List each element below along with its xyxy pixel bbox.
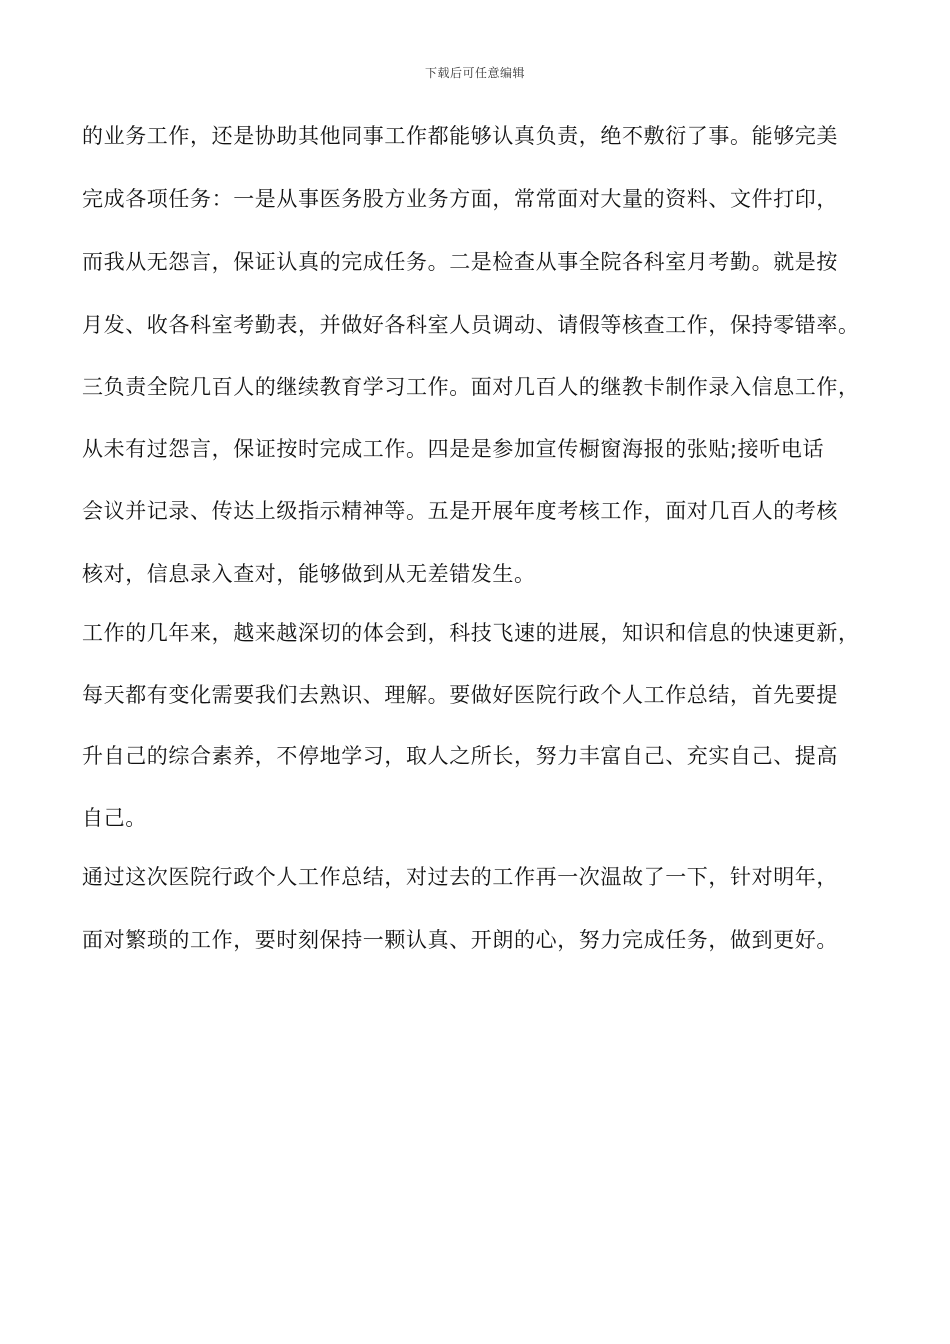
body-line-6: 从未有过怨言，保证按时完成工作。四是是参加宣传橱窗海报的张贴;接听电话 xyxy=(82,437,825,461)
body-line-9: 工作的几年来，越来越深切的体会到，科技飞速的进展，知识和信息的快速更新， xyxy=(82,621,860,645)
body-line-14: 面对繁琐的工作，要时刻保持一颗认真、开朗的心，努力完成任务，做到更好。 xyxy=(82,928,838,952)
body-line-4: 月发、收各科室考勤表，并做好各科室人员调动、请假等核查工作，保持零错率。 xyxy=(82,313,860,337)
body-line-12: 自己。 xyxy=(82,806,147,830)
body-line-1: 的业务工作，还是协助其他同事工作都能够认真负责，绝不敷衍了事。能够完美 xyxy=(82,124,838,148)
body-line-5: 三负责全院几百人的继续教育学习工作。面对几百人的继教卡制作录入信息工作， xyxy=(82,375,860,399)
body-line-13: 通过这次医院行政个人工作总结，对过去的工作再一次温故了一下，针对明年， xyxy=(82,865,838,889)
body-line-10: 每天都有变化需要我们去熟识、理解。要做好医院行政个人工作总结，首先要提 xyxy=(82,683,838,707)
body-line-11: 升自己的综合素养，不停地学习，取人之所长，努力丰富自己、充实自己、提高 xyxy=(82,744,838,768)
body-line-2: 完成各项任务：一是从事医务股方业务方面，常常面对大量的资料、文件打印， xyxy=(82,187,838,211)
body-line-3: 而我从无怨言，保证认真的完成任务。二是检查从事全院各科室月考勤。就是按 xyxy=(82,250,838,274)
body-line-7: 会议并记录、传达上级指示精神等。五是开展年度考核工作，面对几百人的考核 xyxy=(82,499,838,523)
page-header: 下载后可任意编辑 xyxy=(424,66,525,80)
body-line-8: 核对，信息录入查对，能够做到从无差错发生。 xyxy=(82,562,536,586)
